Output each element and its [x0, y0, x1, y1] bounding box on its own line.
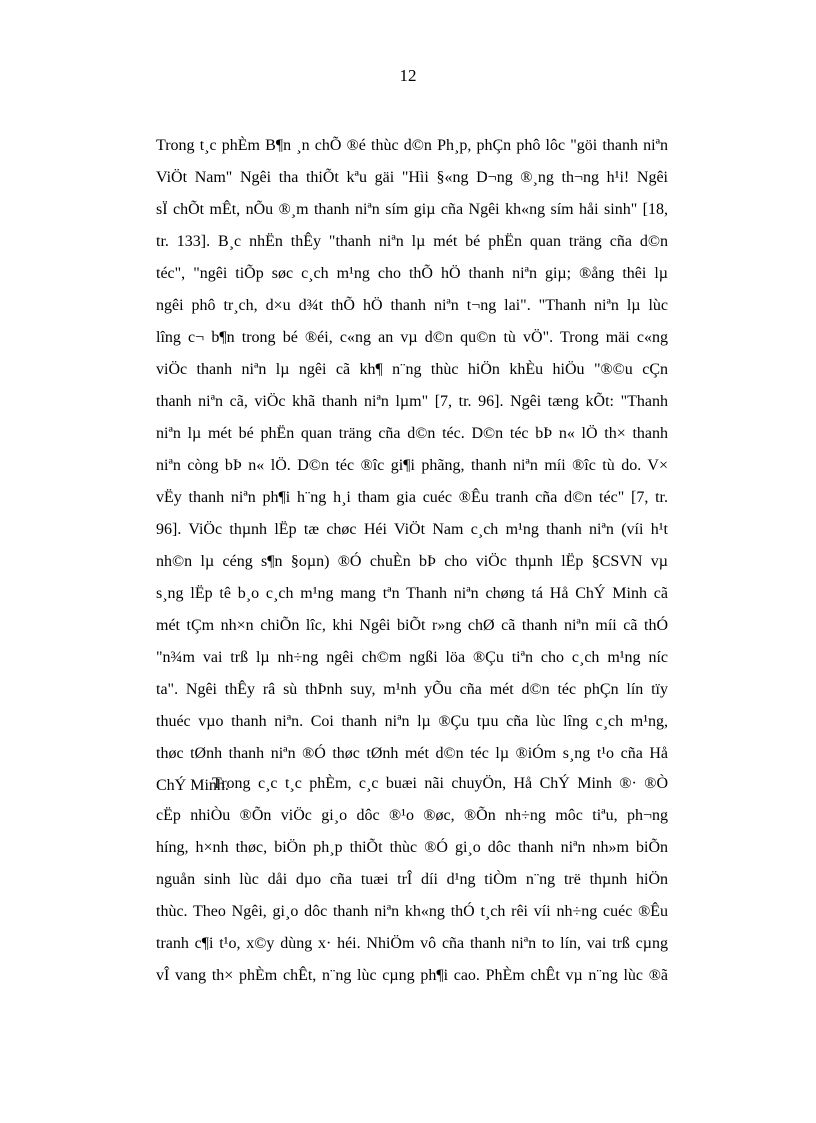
text-line: tr. 133]. B¸c nhËn thÊy "thanh niªn lµ mét bé phËn quan träng cña d©n — [156, 233, 668, 250]
text-line: thùc. Theo Ngêi, gi¸o dôc thanh niªn kh«ng thÓ t¸ch rêi víi nh÷ng cuéc ®Êu — [156, 903, 668, 920]
text-line: mét tÇm nh×n chiÕn lîc, khi Ngêi biÕt r»ng chØ cã thanh niªn míi cã thÓ — [156, 617, 668, 634]
text-line: viÖc thanh niªn lµ ngêi cã kh¶ n¨ng thùc hiÖn khÈu hiÖu "®©u cÇn — [156, 361, 668, 378]
text-line: ta". Ngêi thÊy râ sù thÞnh suy, m¹nh yÕu cña mét d©n téc phÇn lín tïy — [156, 681, 668, 698]
text-line: cËp nhiÒu ®Õn viÖc gi¸o dôc ®¹o ®øc, ®Õn nh÷ng môc tiªu, ph¬ng — [156, 807, 668, 824]
text-line: vÎ vang th× phÈm chÊt, n¨ng lùc cµng ph¶i cao. PhÈm chÊt vµ n¨ng lùc ®ã — [156, 967, 668, 984]
text-line: lîng c¬ b¶n trong bé ®éi, c«ng an vµ d©n qu©n tù vÖ". Trong mäi c«ng — [156, 329, 668, 346]
page-number: 12 — [399, 66, 417, 85]
text-line: vËy thanh niªn ph¶i h¨ng h¸i tham gia cuéc ®Êu tranh cña d©n téc" [7, tr. — [156, 489, 668, 506]
text-line: 96]. ViÖc thµnh lËp tæ chøc Héi ViÖt Nam c¸ch m¹ng thanh niªn (víi h¹t — [156, 521, 668, 538]
text-line: sÏ chÕt mÊt, nÕu ®¸m thanh niªn sím giµ cña Ngêi kh«ng sím håi sinh" [18, — [156, 201, 668, 218]
text-line: thuéc vµo thanh niªn. Coi thanh niªn lµ ®Çu tµu cña lùc lîng c¸ch m¹ng, — [156, 713, 668, 730]
text-line: niªn lµ mét bé phËn quan träng cña d©n téc. D©n téc bÞ n« lÖ th× thanh — [156, 425, 668, 442]
paragraph-2 — [156, 772, 668, 996]
text-line: Trong t¸c phÈm B¶n ¸n chÕ ®é thùc d©n Ph¸p, phÇn phô lôc "göi thanh niªn — [156, 137, 668, 154]
text-line: "n¾m vai trß lµ nh÷ng ngêi ch©m ngßi löa ®Çu tiªn cho c¸ch m¹ng níc — [156, 649, 668, 666]
text-line: thanh niªn cã, viÖc khã thanh niªn lµm" [7, tr. 96]. Ngêi tæng kÕt: "Thanh — [156, 393, 668, 410]
text-line: ngêi phô tr¸ch, d×u d¾t thÕ hÖ thanh niªn t¬ng lai". "Thanh niªn lµ lùc — [156, 297, 668, 314]
text-line: niªn còng bÞ n« lÖ. D©n téc ®îc gi¶i phãng, thanh niªn míi ®îc tù do. V× — [156, 457, 668, 474]
text-line: téc", "ngêi tiÕp søc c¸ch m¹ng cho thÕ hÖ thanh niªn giµ; ®ång thêi lµ — [156, 265, 668, 282]
text-line: ChÝ Minh. — [156, 777, 229, 794]
text-line: tranh c¶i t¹o, x©y dùng x· héi. NhiÖm vô cña thanh niªn to lín, vai trß cµng — [156, 935, 668, 952]
text-line: ViÖt Nam" Ngêi tha thiÕt kªu gäi "Hìi §«ng D¬ng ®¸ng th¬ng h¹i! Ngêi — [156, 169, 668, 186]
text-line: nh©n lµ céng s¶n §oµn) ®Ó chuÈn bÞ cho viÖc thµnh lËp §CSVN vµ — [156, 553, 668, 570]
text-line: nguån sinh lùc dåi dµo cña tuæi trÎ díi d¹ng tiÒm n¨ng trë thµnh hiÖn — [156, 871, 668, 888]
text-line: híng, h×nh thøc, biÖn ph¸p thiÕt thùc ®Ó gi¸o dôc thanh niªn nh»m biÕn — [156, 839, 668, 856]
text-line: Trong c¸c t¸c phÈm, c¸c buæi nãi chuyÖn, Hå ChÝ Minh ®· ®Ò — [212, 775, 668, 792]
text-line: thøc tØnh thanh niªn ®Ó thøc tØnh mét d©n téc lµ ®iÓm s¸ng t¹o cña Hå — [156, 745, 668, 762]
paragraph-1 — [156, 134, 668, 806]
text-line: s¸ng lËp tê b¸o c¸ch m¹ng mang tªn Thanh niªn chøng tá Hå ChÝ Minh cã — [156, 585, 668, 602]
